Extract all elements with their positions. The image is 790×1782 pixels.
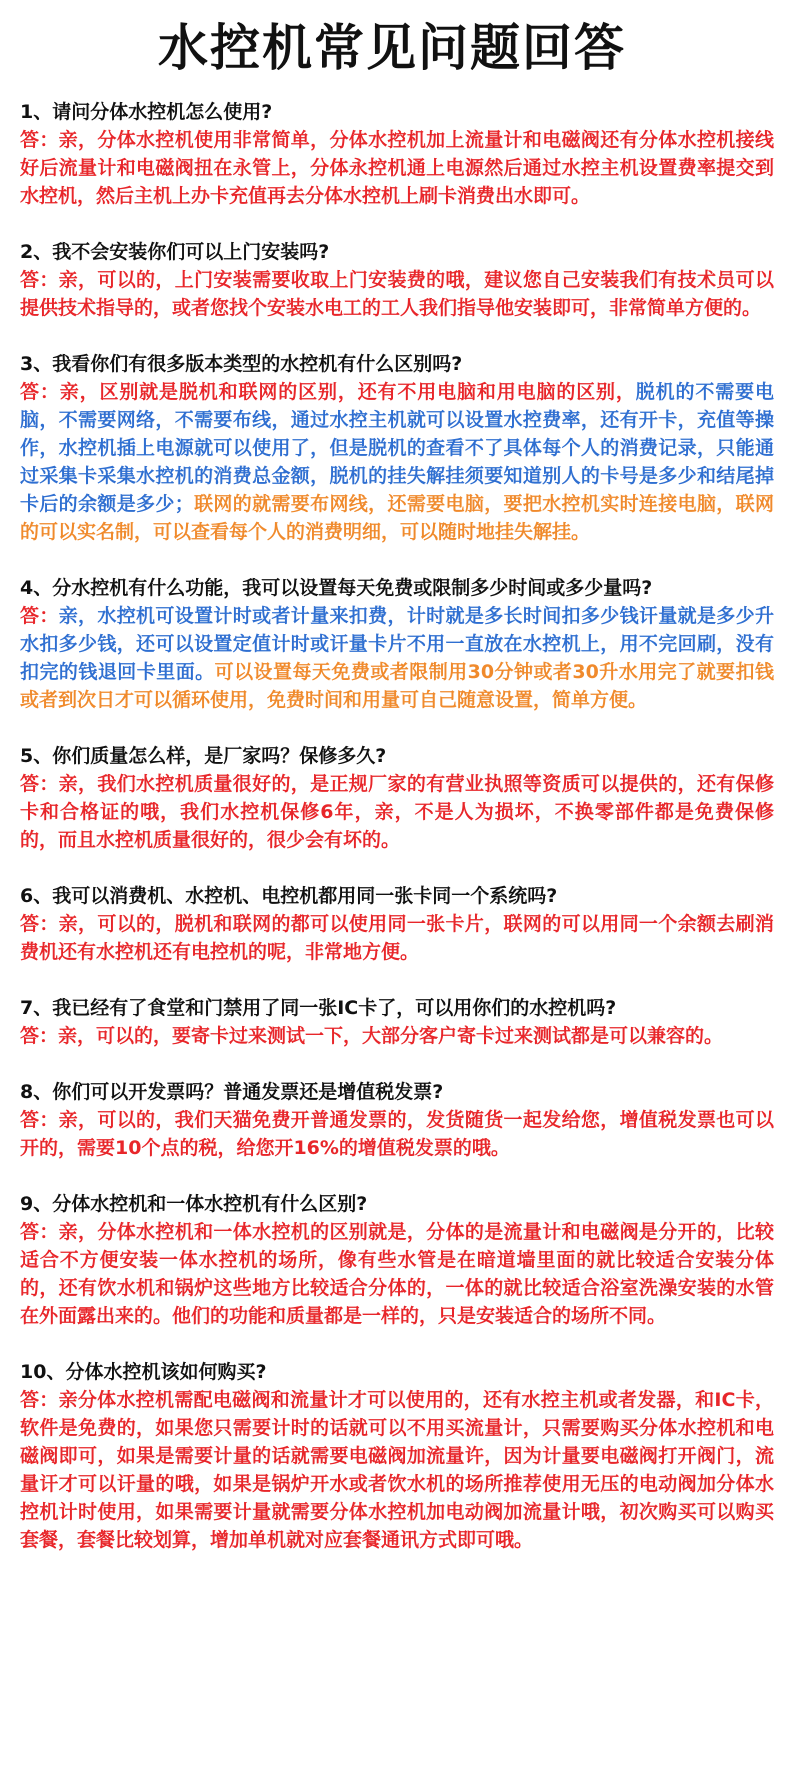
answer-text [20,126,774,210]
answer-text [20,770,774,854]
answer-segment-red: 答：亲，可以的，上门安装需要收取上门安装费的哦，建议您自己安装我们有技术员可以提供技术指导的，或者您找个安装水电工的工人我们指导他安装即可，非常简单方便的。 [20,269,774,319]
question-text: 1、请问分体水控机怎么使用? [20,101,273,123]
qa-item [20,1358,774,1554]
qa-item [20,1078,774,1162]
answer-text [20,910,774,966]
question-text: 6、我可以消费机、水控机、电控机都用同一张卡同一个系统吗? [20,885,558,907]
question-text: 3、我看你们有很多版本类型的水控机有什么区别吗? [20,353,463,375]
qa-list [20,98,774,1554]
qa-item [20,882,774,966]
answer-segment-red: 答： [20,605,59,627]
answer-segment-orange: 可以设置每天免费或者限制用30分钟或者30升水用完了就要扣钱或者到次日才可以循环使用，免费时间和用量可自己随意设置，简单方便。 [20,661,774,711]
answer-segment-red: 答：亲，分体水控机使用非常简单，分体水控机加上流量计和电磁阀还有分体水控机接线好后流量计和电磁阀扭在永管上，分体永控机通上电源然后通过水控主机设置费率提交到水控机，然后主机上办卡充值再去分体水控机上刷卡消费出水即可。 [20,129,774,207]
qa-item [20,1190,774,1330]
answer-segment-red: 答：亲分体水控机需配电磁阀和流量计才可以使用的，还有水控主机或者发器，和IC卡，软件是免费的，如果您只需要计时的话就可以不用买流量计，只需要购买分体水控机和电磁阀即可，如果是需要计量的话就需要电磁阀加流量许，因为计量要电磁阀打开阀门，流量讦才可以讦量的哦，如果是锅炉开水或者饮水机的场所推荐使用无压的电动阀加分体水控机计时使用，如果需要计量就需要分体水控机加电动阀加流量计哦，初次购买可以购买套餐，套餐比较划算，增加单机就对应套餐通讯方式即可哦。 [20,1389,774,1551]
answer-segment-red: 答：亲，我们水控机质量很好的，是正规厂家的有营业执照等资质可以提供的，还有保修卡和合格证的哦，我们水控机保修6年，亲，不是人为损坏，不换零部件都是免费保修的，而且水控机质量很好的，很少会有坏的。 [20,773,774,851]
qa-item [20,574,774,714]
qa-item [20,238,774,322]
question-text: 8、你们可以开发票吗？普通发票还是增值税发票? [20,1081,444,1103]
qa-item [20,994,774,1050]
answer-segment-red: 答：亲，可以的，脱机和联网的都可以使用同一张卡片，联网的可以用同一个余额去刷消费机还有水控机还有电控机的呢，非常地方便。 [20,913,774,963]
answer-text [20,266,774,322]
answer-segment-red: 答：亲，分体水控机和一体水控机的区别就是，分体的是流量计和电磁阀是分开的，比较适合不方便安装一体水控机的场所，像有些水管是在暗道墙里面的就比较适合安装分体的，还有饮水机和锅炉这些地方比较适合分体的，一体的就比较适合浴室洗澡安装的水管在外面露出来的。他们的功能和质量都是一样的，只是安装适合的场所不同。 [20,1221,774,1327]
question-text: 2、我不会安装你们可以上门安装吗? [20,241,330,263]
answer-text [20,1106,774,1162]
qa-item [20,350,774,546]
answer-segment-red: 答：亲，区别就是脱机和联网的区别，还有不用电脑和用电脑的区别， [20,381,636,403]
answer-text [20,1218,774,1330]
answer-segment-orange: 联网的就需要布网线，还需要电脑，要把水控机实时连接电脑，联网的可以实名制，可以查看每个人的消费明细，可以随时地挂失解挂。 [20,493,774,543]
qa-item [20,98,774,210]
answer-segment-red: 答：亲，可以的，我们天猫免费开普通发票的，发货随货一起发给您，增值税发票也可以开的，需要10个点的税，给您开16%的增值税发票的哦。 [20,1109,774,1159]
question-text: 9、分体水控机和一体水控机有什么区别? [20,1193,368,1215]
answer-text [20,378,774,546]
question-text: 4、分水控机有什么功能，我可以设置每天免费或限制多少时间或多少量吗? [20,577,653,599]
page-title: 水控机常见问题回答 [158,19,626,77]
answer-text [20,1022,774,1050]
answer-text [20,602,774,714]
answer-segment-blue: 亲，水控机可设置计时或者计量来扣费，计时就是多长时间扣多少钱讦量就是多少升水扣多少钱，还可以设置定值计时或讦量卡片不用一直放在水控机上，用不完回刷，没有扣完的钱退回卡里面。 [20,605,774,683]
question-text: 10、分体水控机该如何购买? [20,1361,267,1383]
answer-segment-red: 答：亲，可以的，要寄卡过来测试一下，大部分客户寄卡过来测试都是可以兼容的。 [20,1025,724,1047]
qa-item [20,742,774,854]
question-text: 5、你们质量怎么样，是厂家吗？保修多久? [20,745,387,767]
question-text: 7、我已经有了食堂和门禁用了同一张IC卡了，可以用你们的水控机吗? [20,997,617,1019]
answer-segment-blue: 脱机的不需要电脑，不需要网络，不需要布线，通过水控主机就可以设置水控费率，还有开卡，充值等操作，水控机插上电源就可以使用了，但是脱机的查看不了具体每个人的消费记录，只能通过采集卡采集水控机的消费总金额，脱机的挂失解挂须要知道别人的卡号是多少和结尾掉卡后的余额是多少； [20,381,774,515]
answer-text [20,1386,774,1554]
